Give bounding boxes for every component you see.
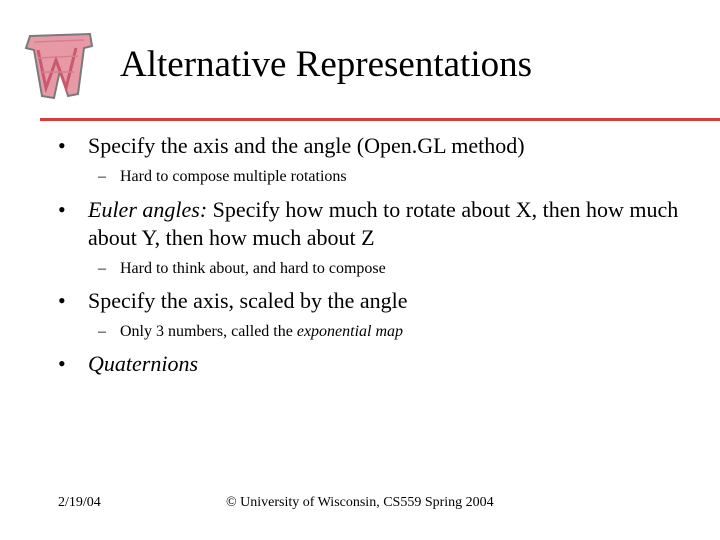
title-divider [40, 118, 720, 121]
bullet-3-sub-1 [98, 322, 698, 342]
bullet-dot: • [58, 133, 66, 158]
footer-copyright: © University of Wisconsin, CS559 Spring 2004 [226, 495, 494, 510]
bullet-2-sub-1 [98, 259, 698, 279]
sub-dash: – [98, 323, 106, 340]
bullet-3 [58, 287, 698, 315]
bullet-4-text [88, 350, 698, 378]
sub-dash: – [98, 168, 106, 185]
bullet-1-text: Specify the axis and the angle (Open.GL method) [88, 133, 525, 158]
bullet-1-sub-1-text: Hard to compose multiple rotations [120, 168, 347, 185]
bullet-1 [58, 132, 698, 160]
bullet-2-body: Specify how much to rotate about X, then how much about Y, then how much about Z [88, 197, 679, 250]
bullet-4-emphasis: Quaternions [88, 351, 198, 376]
sub-dash: – [98, 260, 106, 277]
bullet-2-emphasis: Euler angles: [88, 197, 208, 222]
bullet-dot: • [58, 197, 66, 222]
bullet-3-sub-1-body: Only 3 numbers, called the [120, 323, 297, 340]
bullet-dot: • [58, 351, 66, 376]
bullet-dot: • [58, 288, 66, 313]
bullet-3-sub-1-text [120, 322, 698, 342]
bullet-2 [58, 196, 698, 252]
slide-title: Alternative Representations [120, 44, 533, 85]
bullet-1-sub-1 [98, 167, 698, 187]
wisconsin-w-logo-icon [20, 28, 96, 104]
bullet-4 [58, 350, 698, 378]
footer-date: 2/19/04 [58, 495, 101, 510]
bullet-3-sub-1-emphasis: exponential map [296, 323, 404, 340]
bullet-2-sub-1-text: Hard to think about, and hard to compose [120, 260, 386, 277]
bullet-2-text [88, 196, 698, 252]
bullet-3-text: Specify the axis, scaled by the angle [88, 288, 408, 313]
